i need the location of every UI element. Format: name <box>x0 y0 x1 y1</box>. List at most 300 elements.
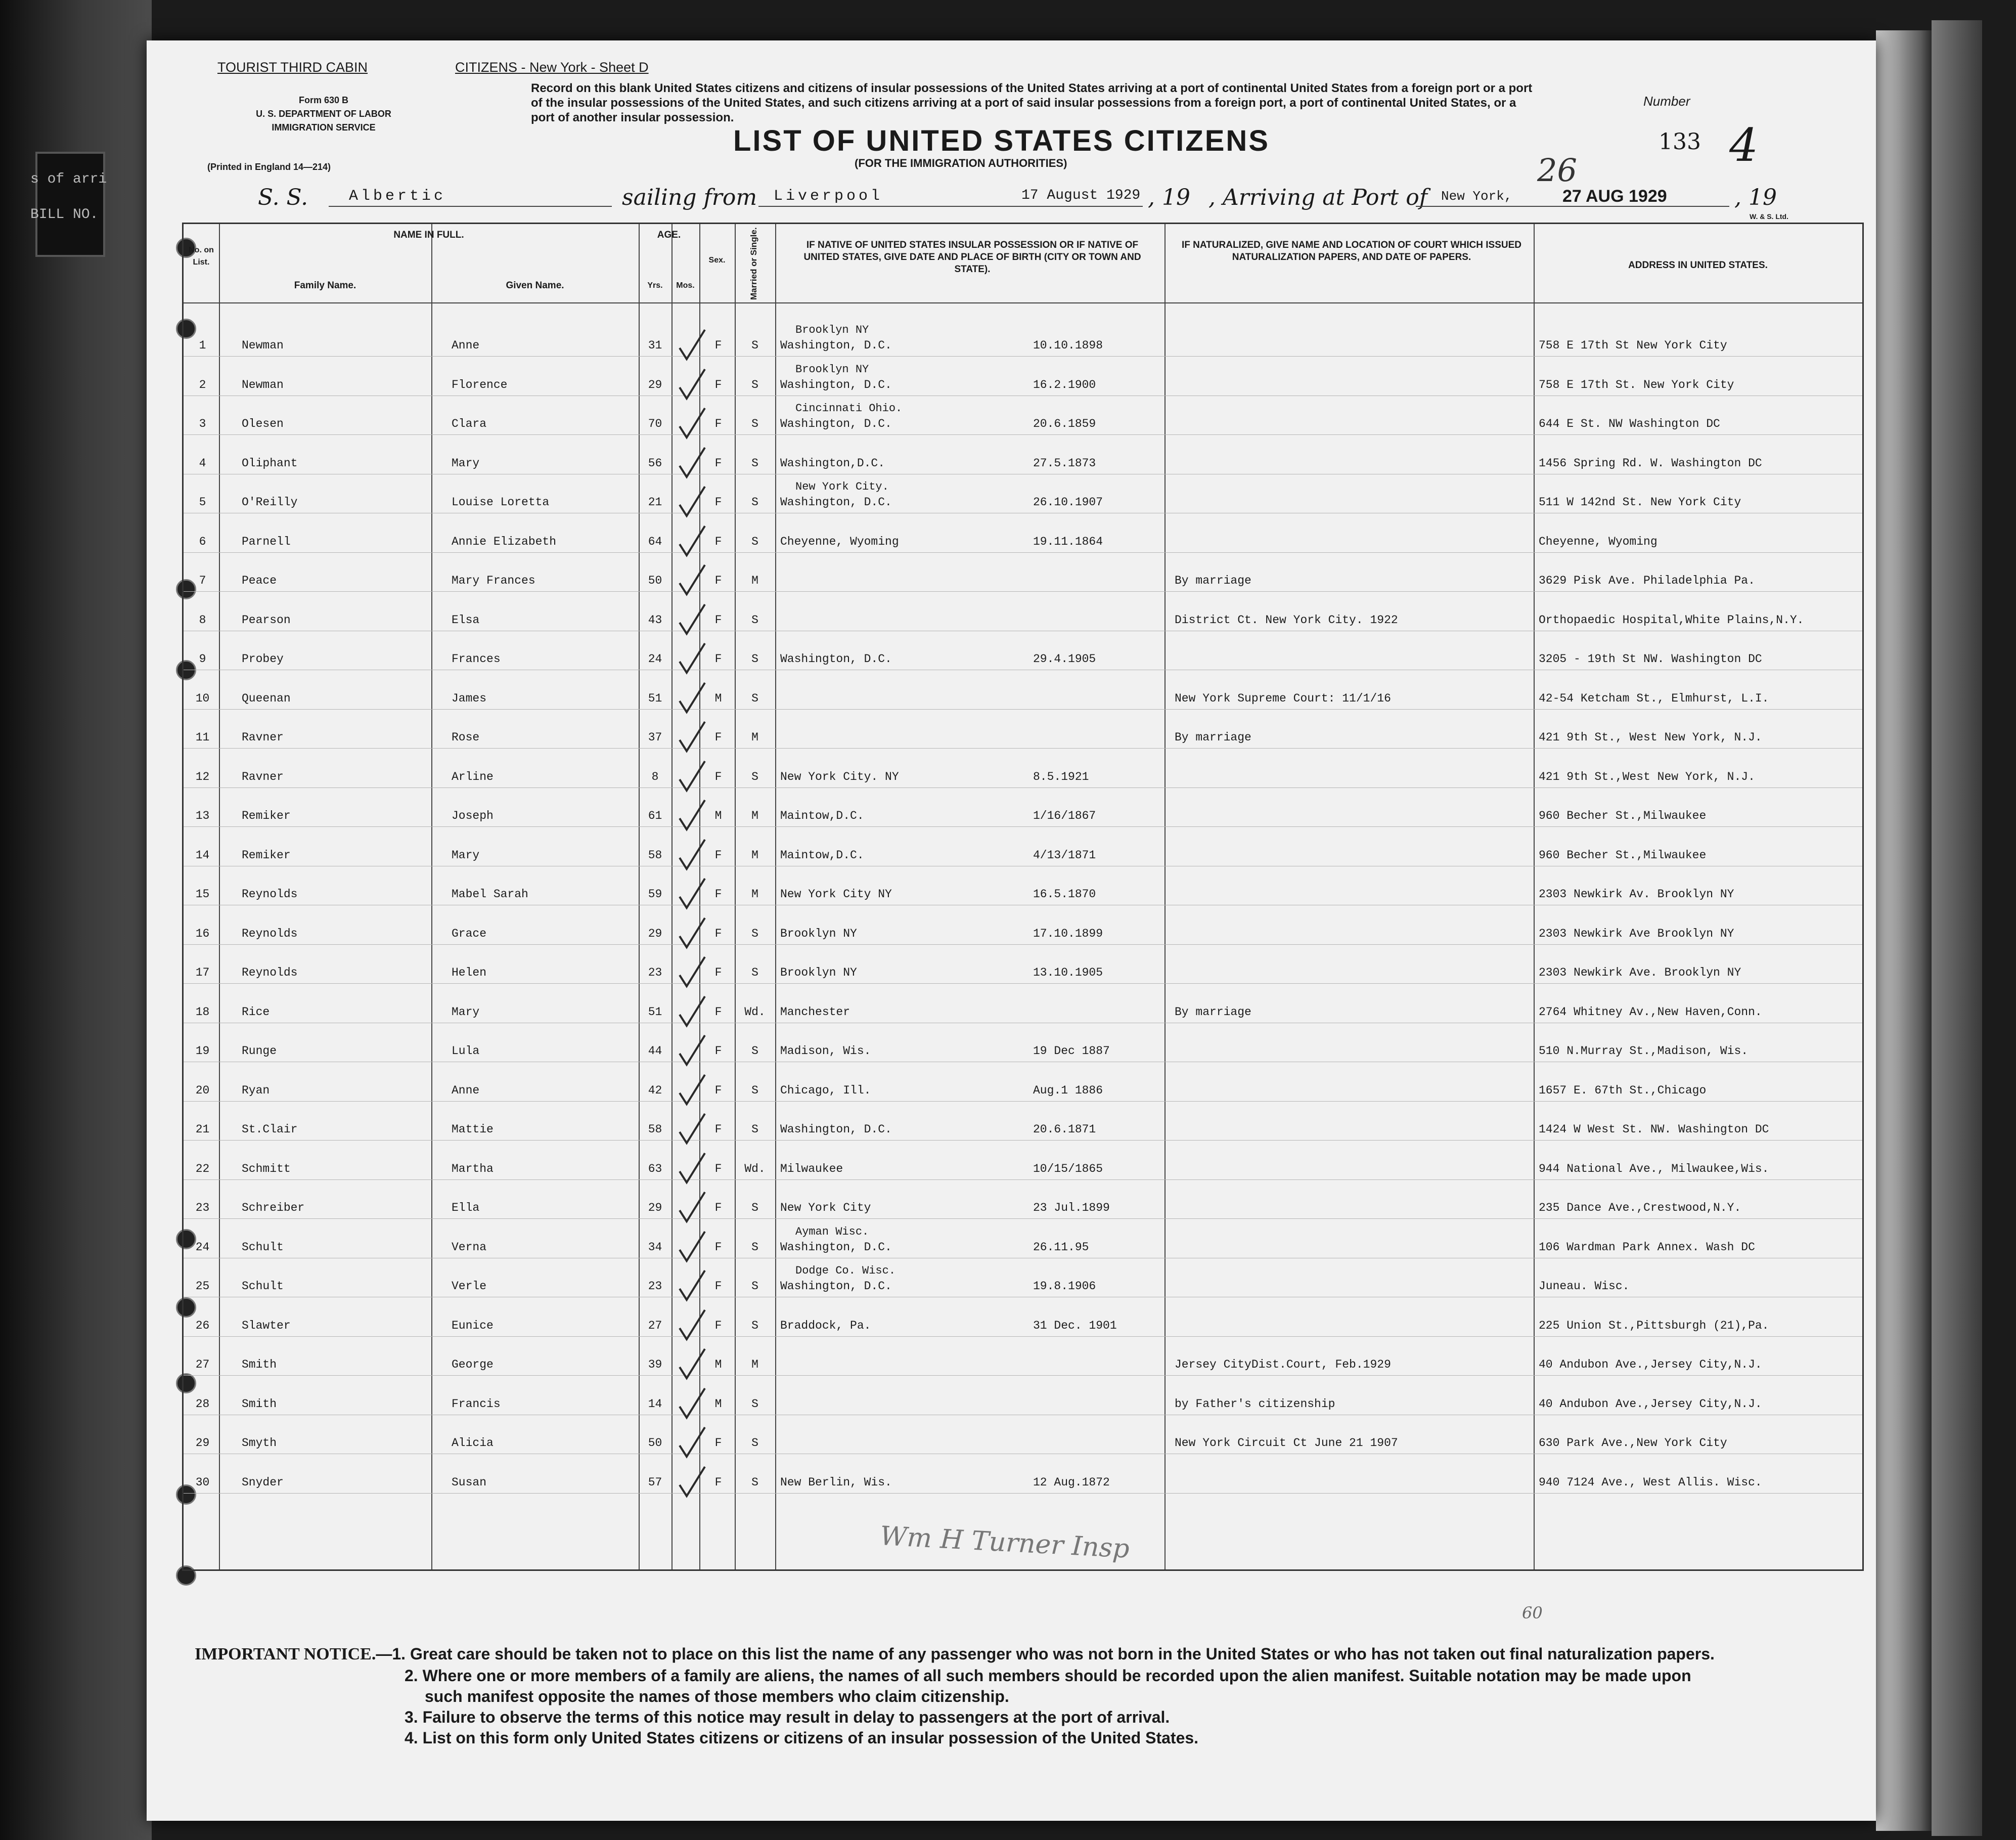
form-number: Form 630 B <box>298 95 349 105</box>
cell-no: 20 <box>195 1083 210 1097</box>
cell-given: Grace <box>452 927 487 940</box>
cell-addr: 421 9th St.,West New York, N.J. <box>1539 770 1755 783</box>
cell-ms: S <box>751 378 758 391</box>
check-mark-icon <box>677 1112 707 1147</box>
check-mark-icon <box>677 759 707 795</box>
col-given-name: Given Name. <box>506 280 564 291</box>
check-mark-icon <box>677 1073 707 1108</box>
check-mark-icon <box>677 367 707 403</box>
cell-addr: 1657 E. 67th St.,Chicago <box>1539 1083 1707 1097</box>
check-mark-icon <box>677 563 707 598</box>
cell-addr: 630 Park Ave.,New York City <box>1539 1436 1727 1450</box>
cell-age: 50 <box>648 574 662 587</box>
cell-addr: 940 7124 Ave., West Allis. Wisc. <box>1539 1475 1762 1489</box>
handwritten-day: 26 <box>1537 152 1577 189</box>
cell-family: Probey <box>242 652 284 666</box>
cell-date: 13.10.1905 <box>1033 966 1103 979</box>
cell-age: 70 <box>648 417 662 430</box>
check-mark-icon <box>677 328 707 363</box>
cell-family: Smith <box>242 1397 277 1411</box>
col-divider <box>639 224 640 1569</box>
cell-sex: F <box>714 1475 722 1489</box>
notice-item-4: 4. List on this form only United States citizens or citizens of an insular possession of the United States. <box>405 1729 1199 1747</box>
col-address: ADDRESS IN UNITED STATES. <box>1628 260 1768 271</box>
cell-ms: S <box>751 1319 758 1332</box>
row-rule <box>184 552 1862 553</box>
cell-ms: S <box>751 613 758 627</box>
row-rule <box>184 591 1862 592</box>
cell-sex: F <box>714 1005 722 1019</box>
cell-age: 50 <box>648 1436 662 1450</box>
cell-addr: 235 Dance Ave.,Crestwood,N.Y. <box>1539 1201 1741 1214</box>
cell-nat: New York Circuit Ct June 21 1907 <box>1175 1436 1398 1450</box>
port-of-arrival: New York, <box>1441 189 1512 204</box>
cell-sex: F <box>714 496 722 509</box>
row-rule <box>184 1336 1862 1337</box>
cell-family: Remiker <box>242 848 291 862</box>
row-rule <box>184 1375 1862 1376</box>
cell-no: 25 <box>195 1280 210 1293</box>
row-rule <box>184 1218 1862 1219</box>
cell-age: 58 <box>648 1123 662 1136</box>
cell-place: Braddock, Pa. <box>780 1319 871 1332</box>
cell-age: 8 <box>651 770 659 783</box>
cell-no: 1 <box>199 339 206 352</box>
cell-place: Washington, D.C. <box>780 378 892 391</box>
cell-age: 51 <box>648 1005 662 1019</box>
cell-sex: F <box>714 378 722 391</box>
printer-mark: W. & S. Ltd. <box>1750 212 1788 221</box>
cell-no: 26 <box>195 1319 210 1332</box>
cell-ms: S <box>751 770 758 783</box>
col-birth: IF NATIVE OF UNITED STATES INSULAR POSSESSION OR IF NATIVE OF UNITED STATES, GIVE DATE AND PLACE OF BIRTH (CITY OR TOWN AND STATE). <box>803 240 1141 275</box>
cell-sex: F <box>714 1240 722 1254</box>
cell-no: 2 <box>199 378 206 391</box>
cell-given: Helen <box>452 966 487 979</box>
cell-addr: 2303 Newkirk Ave Brooklyn NY <box>1539 927 1734 940</box>
cell-age: 14 <box>648 1397 662 1411</box>
cell-age: 63 <box>648 1162 662 1175</box>
cell-date: 26.11.95 <box>1033 1240 1089 1254</box>
cell-ms: S <box>751 1240 758 1254</box>
cell-no: 18 <box>195 1005 210 1019</box>
page-subtitle: (FOR THE IMMIGRATION AUTHORITIES) <box>855 157 1067 169</box>
cell-ms: S <box>751 417 758 430</box>
col-divider <box>1164 224 1166 1569</box>
check-mark-icon <box>677 916 707 951</box>
cell-age: 29 <box>648 378 662 391</box>
col-age: AGE. <box>657 230 681 240</box>
cell-place: Brooklyn NY <box>780 966 857 979</box>
row-rule <box>184 748 1862 749</box>
cell-ms: S <box>751 339 758 352</box>
cell-ms: S <box>751 1123 758 1136</box>
cell-date: Aug.1 1886 <box>1033 1083 1103 1097</box>
arrival-date-stamp: 27 AUG 1929 <box>1562 187 1667 206</box>
cell-ms: S <box>751 1201 758 1214</box>
cell-date: 19.11.1864 <box>1033 535 1103 548</box>
from-underline <box>758 206 1143 207</box>
cell-addr: 944 National Ave., Milwaukee,Wis. <box>1539 1162 1769 1175</box>
cell-age: 27 <box>648 1319 662 1332</box>
cell-given: Mary Frances <box>452 574 535 587</box>
cell-no: 10 <box>195 691 210 705</box>
cell-place-correction: Dodge Co. Wisc. <box>795 1264 896 1277</box>
col-mos: Mos. <box>676 281 695 290</box>
col-name-in-full: NAME IN FULL. <box>393 230 464 240</box>
cell-age: 29 <box>648 1201 662 1214</box>
cell-addr: 3629 Pisk Ave. Philadelphia Pa. <box>1539 574 1755 587</box>
cell-given: Ella <box>452 1201 480 1214</box>
cell-ms: S <box>751 691 758 705</box>
cell-no: 7 <box>199 574 206 587</box>
col-divider <box>775 224 776 1569</box>
row-rule <box>184 1179 1862 1180</box>
row-rule <box>184 356 1862 357</box>
cell-no: 30 <box>195 1475 210 1489</box>
cell-sex: F <box>714 1083 722 1097</box>
cell-sex: F <box>714 848 722 862</box>
check-mark-icon <box>677 406 707 442</box>
cell-place-correction: Cincinnati Ohio. <box>795 402 903 415</box>
cell-place: Washington, D.C. <box>780 1240 892 1254</box>
cell-family: Oliphant <box>242 456 298 470</box>
cell-sex: M <box>714 1358 722 1371</box>
cell-ms: S <box>751 966 758 979</box>
col-married-single: Married or Single. <box>749 227 758 300</box>
check-mark-icon <box>677 1425 707 1461</box>
row-rule <box>184 1101 1862 1102</box>
cell-no: 16 <box>195 927 210 940</box>
notice-item-2: 2. Where one or more members of a family are aliens, the names of all such members should be recorded upon the alien manifest. Suitable notation may be made upon <box>405 1667 1691 1685</box>
citizens-table <box>182 223 1864 1571</box>
col-divider <box>431 224 432 1569</box>
cell-date: 16.5.1870 <box>1033 888 1096 901</box>
check-mark-icon <box>677 681 707 716</box>
check-mark-icon <box>677 877 707 912</box>
cell-sex: F <box>714 613 722 627</box>
cell-no: 3 <box>199 417 206 430</box>
cell-no: 15 <box>195 888 210 901</box>
cell-nat: Jersey CityDist.Court, Feb.1929 <box>1175 1358 1391 1371</box>
check-mark-icon <box>677 798 707 834</box>
check-mark-icon <box>677 485 707 520</box>
cell-family: Smith <box>242 1358 277 1371</box>
row-rule <box>184 1140 1862 1141</box>
cell-family: Runge <box>242 1044 277 1058</box>
cell-place-correction: Ayman Wisc. <box>795 1225 869 1238</box>
cell-ms: S <box>751 456 758 470</box>
cell-no: 23 <box>195 1201 210 1214</box>
cell-place: Milwaukee <box>780 1162 843 1175</box>
cell-addr: 1456 Spring Rd. W. Washington DC <box>1539 456 1762 470</box>
cell-sex: F <box>714 927 722 940</box>
cell-age: 44 <box>648 1044 662 1058</box>
cell-given: Annie Elizabeth <box>452 535 557 548</box>
sailing-from-label: sailing from <box>622 185 757 210</box>
cell-family: Newman <box>242 339 284 352</box>
check-mark-icon <box>677 1151 707 1187</box>
cell-addr: Orthopaedic Hospital,White Plains,N.Y. <box>1539 613 1804 627</box>
cell-place: New York City <box>780 1201 871 1214</box>
cell-addr: 421 9th St., West New York, N.J. <box>1539 731 1762 744</box>
cell-family: Schult <box>242 1240 284 1254</box>
notice-item-1: —1. Great care should be taken not to place on this list the name of any passenger who was not born in the United States or who has not taken out final naturalization papers. <box>376 1645 1715 1663</box>
cell-given: Martha <box>452 1162 494 1175</box>
form-block <box>217 94 430 135</box>
cell-ms: S <box>751 1397 758 1411</box>
cell-addr: 3205 - 19th St NW. Washington DC <box>1539 652 1762 666</box>
cell-ms: S <box>751 652 758 666</box>
check-mark-icon <box>677 641 707 677</box>
cell-date: 10.10.1898 <box>1033 339 1103 352</box>
cell-sex: F <box>714 652 722 666</box>
cell-given: Arline <box>452 770 494 783</box>
cell-ms: S <box>751 1280 758 1293</box>
year-label-1: , 19 <box>1148 185 1190 210</box>
cell-age: 42 <box>648 1083 662 1097</box>
row-rule <box>184 709 1862 710</box>
cell-sex: F <box>714 966 722 979</box>
ship-underline <box>329 206 612 207</box>
notice-item-2-cont: such manifest opposite the names of those members who claim citizenship. <box>425 1687 1009 1705</box>
check-mark-icon <box>677 720 707 755</box>
cell-nat: New York Supreme Court: 11/1/16 <box>1175 691 1391 705</box>
check-mark-icon <box>677 1033 707 1069</box>
cell-sex: F <box>714 731 722 744</box>
cell-date: 16.2.1900 <box>1033 378 1096 391</box>
cell-given: George <box>452 1358 494 1371</box>
cell-ms: S <box>751 1475 758 1489</box>
binding-label <box>30 162 107 233</box>
cell-no: 27 <box>195 1358 210 1371</box>
service: IMMIGRATION SERVICE <box>272 122 376 133</box>
cell-given: Louise Loretta <box>452 496 550 509</box>
row-rule <box>184 983 1862 984</box>
arriving-label: , Arriving at Port of <box>1208 185 1427 210</box>
port-of-departure: Liverpool <box>774 188 883 205</box>
cell-given: Mary <box>452 456 480 470</box>
cell-place: Cheyenne, Wyoming <box>780 535 899 548</box>
cell-place: Washington,D.C. <box>780 456 885 470</box>
cell-date: 17.10.1899 <box>1033 927 1103 940</box>
cell-sex: F <box>714 417 722 430</box>
cell-family: Reynolds <box>242 966 298 979</box>
header-divider <box>184 302 1862 303</box>
cell-date: 26.10.1907 <box>1033 496 1103 509</box>
cell-given: Susan <box>452 1475 487 1489</box>
cell-sex: F <box>714 456 722 470</box>
cell-ms: M <box>751 574 758 587</box>
cell-given: Eunice <box>452 1319 494 1332</box>
binding-line-1: s of arri <box>30 171 107 187</box>
check-mark-icon <box>677 955 707 990</box>
cell-addr: 40 Andubon Ave.,Jersey City,N.J. <box>1539 1358 1762 1371</box>
cell-place-correction: New York City. <box>795 480 889 493</box>
cell-place: Washington, D.C. <box>780 339 892 352</box>
cell-ms: S <box>751 496 758 509</box>
cell-nat: By marriage <box>1175 1005 1251 1019</box>
cell-family: Reynolds <box>242 927 298 940</box>
cell-family: Ravner <box>242 770 284 783</box>
cell-given: Mattie <box>452 1123 494 1136</box>
cell-family: Ravner <box>242 731 284 744</box>
page-stack-edge <box>1876 30 1932 1831</box>
check-mark-icon <box>677 446 707 481</box>
cell-addr: 758 E 17th St. New York City <box>1539 378 1734 391</box>
cell-nat: By marriage <box>1175 731 1251 744</box>
cell-place: Washington, D.C. <box>780 417 892 430</box>
cell-no: 8 <box>199 613 206 627</box>
col-sex: Sex. <box>708 256 726 265</box>
cell-sex: F <box>714 535 722 548</box>
cell-sex: F <box>714 339 722 352</box>
cell-date: 4/13/1871 <box>1033 848 1096 862</box>
cell-given: James <box>452 691 487 705</box>
cell-no: 6 <box>199 535 206 548</box>
cell-date: 20.6.1871 <box>1033 1123 1096 1136</box>
row-rule <box>184 1493 1862 1494</box>
cell-given: Mary <box>452 848 480 862</box>
cell-ms: M <box>751 888 758 901</box>
cabin-class: TOURIST THIRD CABIN <box>217 60 368 75</box>
cell-ms: M <box>751 809 758 822</box>
cell-age: 57 <box>648 1475 662 1489</box>
record-instructions: Record on this blank United States citizens and citizens of insular possessions of the United States arriving at a port of continental United States from a foreign port or a port of the insular possessions of the United States, and such citizens arriving at a port of said insular possessions from a foreign port, a port of continental United States, or a port of another insular possession. <box>531 81 1533 124</box>
col-divider <box>1534 224 1535 1569</box>
list-number: 133 <box>1659 129 1701 155</box>
cell-no: 12 <box>195 770 210 783</box>
cell-sex: M <box>714 691 722 705</box>
check-mark-icon <box>677 524 707 559</box>
cell-nat: District Ct. New York City. 1922 <box>1175 613 1398 627</box>
cell-sex: F <box>714 1319 722 1332</box>
to-underline <box>1416 206 1729 207</box>
cell-age: 64 <box>648 535 662 548</box>
cell-place: Washington, D.C. <box>780 652 892 666</box>
cell-addr: 644 E St. NW Washington DC <box>1539 417 1720 430</box>
cell-ms: M <box>751 848 758 862</box>
cell-place: New York City. NY <box>780 770 899 783</box>
cell-given: Francis <box>452 1397 501 1411</box>
cell-addr: 2764 Whitney Av.,New Haven,Conn. <box>1539 1005 1762 1019</box>
cell-family: Snyder <box>242 1475 284 1489</box>
cell-age: 58 <box>648 848 662 862</box>
cell-place: Brooklyn NY <box>780 927 857 940</box>
cell-no: 28 <box>195 1397 210 1411</box>
cell-sex: F <box>714 1044 722 1058</box>
cell-no: 14 <box>195 848 210 862</box>
cell-family: Newman <box>242 378 284 391</box>
cell-sex: F <box>714 888 722 901</box>
cell-family: Ryan <box>242 1083 270 1097</box>
ss-label: S. S. <box>258 185 308 210</box>
cell-place-correction: Brooklyn NY <box>795 363 869 376</box>
cell-age: 31 <box>648 339 662 352</box>
cell-no: 5 <box>199 496 206 509</box>
cell-family: Peace <box>242 574 277 587</box>
cell-family: Rice <box>242 1005 270 1019</box>
cell-family: Olesen <box>242 417 284 430</box>
cell-place: Maintow,D.C. <box>780 848 864 862</box>
cell-place-correction: Brooklyn NY <box>795 324 869 336</box>
cell-sex: F <box>714 1162 722 1175</box>
cell-ms: Wd. <box>744 1005 766 1019</box>
notice-item-3: 3. Failure to observe the terms of this notice may result in delay to passengers at the port of arrival. <box>405 1708 1170 1726</box>
col-no: No. on List. <box>189 246 214 267</box>
number-label: Number <box>1643 94 1690 109</box>
cell-ms: S <box>751 535 758 548</box>
cell-date: 29.4.1905 <box>1033 652 1096 666</box>
cell-given: Verle <box>452 1280 487 1293</box>
check-mark-icon <box>677 994 707 1030</box>
cell-ms: M <box>751 1358 758 1371</box>
cell-addr: 960 Becher St.,Milwaukee <box>1539 809 1707 822</box>
cell-age: 34 <box>648 1240 662 1254</box>
check-mark-icon <box>677 1386 707 1422</box>
cell-date: 19.8.1906 <box>1033 1280 1096 1293</box>
col-yrs: Yrs. <box>647 281 663 290</box>
cell-sex: F <box>714 1436 722 1450</box>
year-label-2: , 19 <box>1734 185 1777 210</box>
cell-age: 23 <box>648 1280 662 1293</box>
cell-nat: by Father's citizenship <box>1175 1397 1335 1411</box>
cell-place: Chicago, Ill. <box>780 1083 871 1097</box>
cell-addr: Cheyenne, Wyoming <box>1539 535 1657 548</box>
cell-addr: 510 N.Murray St.,Madison, Wis. <box>1539 1044 1749 1058</box>
cell-age: 29 <box>648 927 662 940</box>
cell-addr: Juneau. Wisc. <box>1539 1280 1630 1293</box>
cell-no: 17 <box>195 966 210 979</box>
cell-family: Schmitt <box>242 1162 291 1175</box>
cell-sex: F <box>714 770 722 783</box>
cell-given: Mabel Sarah <box>452 888 528 901</box>
cell-given: Verna <box>452 1240 487 1254</box>
cell-age: 24 <box>648 652 662 666</box>
cell-ms: S <box>751 1083 758 1097</box>
cell-ms: S <box>751 927 758 940</box>
cell-family: Schreiber <box>242 1201 305 1214</box>
check-mark-icon <box>677 1308 707 1343</box>
cell-given: Anne <box>452 339 480 352</box>
cell-age: 43 <box>648 613 662 627</box>
cell-addr: 2303 Newkirk Av. Brooklyn NY <box>1539 888 1734 901</box>
cell-date: 27.5.1873 <box>1033 456 1096 470</box>
cell-date: 8.5.1921 <box>1033 770 1089 783</box>
cell-no: 29 <box>195 1436 210 1450</box>
cell-date: 12 Aug.1872 <box>1033 1475 1110 1489</box>
row-rule <box>184 944 1862 945</box>
cell-given: Clara <box>452 417 487 430</box>
sailing-date: 17 August 1929 <box>1021 188 1141 203</box>
cell-nat: By marriage <box>1175 574 1251 587</box>
binding-edge <box>0 0 152 1840</box>
cell-age: 39 <box>648 1358 662 1371</box>
cell-no: 13 <box>195 809 210 822</box>
cell-date: 19 Dec 1887 <box>1033 1044 1110 1058</box>
cell-addr: 511 W 142nd St. New York City <box>1539 496 1741 509</box>
row-rule <box>184 826 1862 827</box>
cell-addr: 106 Wardman Park Annex. Wash DC <box>1539 1240 1755 1254</box>
inspector-signature: Wm H Turner Insp <box>879 1521 1131 1564</box>
cell-sex: M <box>714 1397 722 1411</box>
cell-date: 20.6.1859 <box>1033 417 1096 430</box>
cell-sex: F <box>714 574 722 587</box>
cell-ms: S <box>751 1436 758 1450</box>
cell-family: O'Reilly <box>242 496 298 509</box>
cell-age: 61 <box>648 809 662 822</box>
cell-addr: 960 Becher St.,Milwaukee <box>1539 848 1707 862</box>
